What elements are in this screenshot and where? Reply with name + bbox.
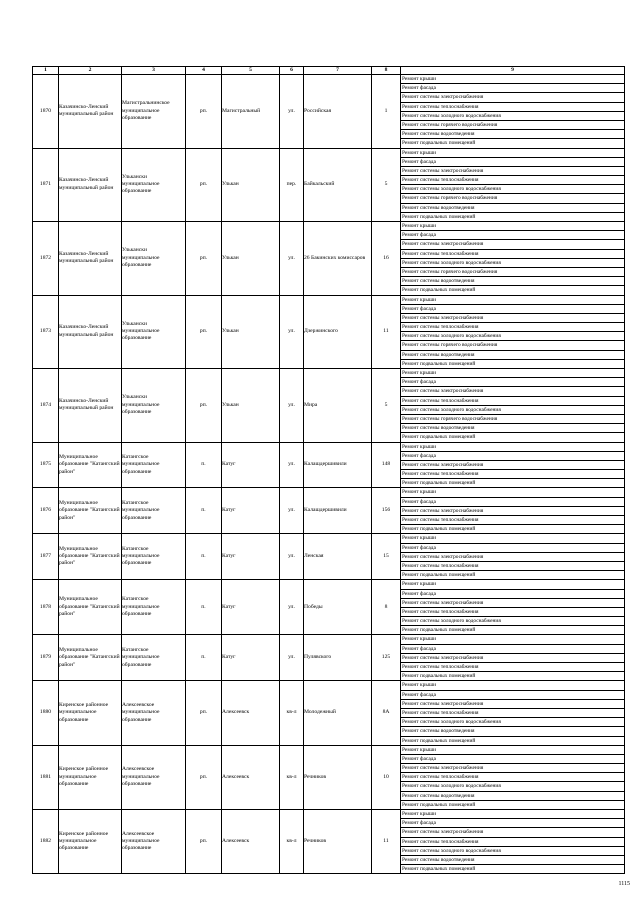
col-header: 8 <box>372 67 401 75</box>
street-name: Победы <box>304 580 372 635</box>
repair-work-item: Ремонт подвальных помещений <box>402 480 476 487</box>
repair-work-item: Ремонт системы холодного водоснабжения <box>401 259 624 268</box>
street-name: Ленская <box>304 534 372 580</box>
row-number: 1881 <box>33 745 59 809</box>
municipal-district: Муниципальное образование "Катангский район" <box>59 534 122 580</box>
house-number: 156 <box>372 488 401 534</box>
settlement-type: п. <box>186 442 222 488</box>
repair-work-item: Ремонт подвальных помещений <box>402 627 476 634</box>
street-name: Калашдершивили <box>304 488 372 534</box>
repair-work-item: Ремонт системы горячего водоснабжения <box>401 194 624 203</box>
repair-work-item: Ремонт фасада <box>401 231 624 240</box>
settlement-name: Магистральный <box>222 75 280 149</box>
repair-register-table <box>32 66 625 874</box>
settlement-type: рп. <box>186 681 222 745</box>
repair-work-item: Ремонт подвальных помещений <box>402 572 476 579</box>
municipal-formation: Катангское муниципальное образование <box>122 442 186 488</box>
col-header: 6 <box>280 67 304 75</box>
table-row <box>33 681 625 745</box>
table-row <box>33 534 625 580</box>
street-name: Речников <box>304 745 372 809</box>
street-type: ул. <box>280 75 304 149</box>
street-type: ул. <box>280 369 304 443</box>
repair-work-item: Ремонт системы электроснабжения <box>401 764 624 773</box>
repair-works-list <box>401 635 625 681</box>
street-name: Калашдершивили <box>304 442 372 488</box>
settlement-type: рп. <box>186 810 222 874</box>
repair-work-item: Ремонт системы водоотведения <box>401 856 624 865</box>
repair-work-item: Ремонт системы электроснабжения <box>401 828 624 837</box>
repair-work-item: Ремонт системы теплоснабжения <box>401 709 624 718</box>
repair-work-item: Ремонт системы теплоснабжения <box>401 250 624 259</box>
col-header: 9 <box>401 67 625 75</box>
municipal-formation: Катангское муниципальное образование <box>122 580 186 635</box>
repair-work-item: Ремонт системы электроснабжения <box>401 507 624 516</box>
repair-work-item: Ремонт системы теплоснабжения <box>401 397 624 406</box>
repair-work-item: Ремонт подвальных помещений <box>402 360 476 367</box>
settlement-type: п. <box>186 635 222 681</box>
repair-works-list <box>401 222 625 296</box>
row-number: 1882 <box>33 810 59 874</box>
street-type: пер. <box>280 148 304 222</box>
table-row <box>33 488 625 534</box>
municipal-formation: Алексеевское муниципальное образование <box>122 745 186 809</box>
repair-works-list <box>401 534 625 580</box>
municipal-formation: Алексеевское муниципальное образование <box>122 810 186 874</box>
street-type: кв-л <box>280 681 304 745</box>
house-number: 148 <box>372 442 401 488</box>
repair-work-item: Ремонт системы водоотведения <box>401 792 624 801</box>
repair-work-item: Ремонт системы электроснабжения <box>401 93 624 102</box>
municipal-district: Киренское районное муниципальное образование <box>59 810 122 874</box>
repair-works-list <box>401 442 625 488</box>
settlement-name: Катуг <box>222 488 280 534</box>
repair-work-item: Ремонт системы электроснабжения <box>401 461 624 470</box>
settlement-type: п. <box>186 580 222 635</box>
street-name: Пулявского <box>304 635 372 681</box>
repair-work-item: Ремонт крыши <box>401 443 624 452</box>
repair-work-item: Ремонт фасада <box>401 755 624 764</box>
repair-work-item: Ремонт фасада <box>401 691 624 700</box>
municipal-formation: Катангское муниципальное образование <box>122 635 186 681</box>
house-number: 15 <box>372 534 401 580</box>
settlement-type: п. <box>186 488 222 534</box>
settlement-type: рп. <box>186 745 222 809</box>
repair-work-item: Ремонт системы холодного водоснабжения <box>401 406 624 415</box>
repair-works-list <box>401 745 625 809</box>
table-row <box>33 580 625 635</box>
row-number: 1872 <box>33 222 59 296</box>
repair-work-item: Ремонт системы теплоснабжения <box>401 323 624 332</box>
street-name: Байкальский <box>304 148 372 222</box>
municipal-district: Казачинско-Ленский муниципальный район <box>59 295 122 369</box>
repair-work-item: Ремонт системы водоотведения <box>401 204 624 213</box>
municipal-formation: Улькански муниципальное образование <box>122 222 186 296</box>
repair-work-item: Ремонт фасада <box>401 84 624 93</box>
repair-work-item: Ремонт крыши <box>401 580 624 589</box>
repair-work-item: Ремонт фасада <box>401 544 624 553</box>
municipal-formation: Улькански муниципальное образование <box>122 148 186 222</box>
street-type: ул. <box>280 442 304 488</box>
page-number: 1115 <box>618 881 630 887</box>
house-number: 16 <box>372 222 401 296</box>
repair-works-list <box>401 148 625 222</box>
settlement-type: рп. <box>186 75 222 149</box>
street-type: ул. <box>280 295 304 369</box>
repair-work-item: Ремонт подвальных помещений <box>402 213 476 220</box>
repair-work-item: Ремонт фасада <box>401 452 624 461</box>
street-type: ул. <box>280 635 304 681</box>
settlement-name: Улькан <box>222 369 280 443</box>
repair-work-item: Ремонт системы электроснабжения <box>401 314 624 323</box>
house-number: 1 <box>372 75 401 149</box>
repair-work-item: Ремонт системы электроснабжения <box>401 654 624 663</box>
house-number: 5 <box>372 369 401 443</box>
street-type: ул. <box>280 222 304 296</box>
repair-work-item: Ремонт системы холодного водоснабжения <box>401 112 624 121</box>
repair-work-item: Ремонт системы электроснабжения <box>401 387 624 396</box>
repair-work-item: Ремонт системы электроснабжения <box>401 240 624 249</box>
repair-work-item: Ремонт системы холодного водоснабжения <box>401 718 624 727</box>
repair-work-item: Ремонт подвальных помещений <box>402 140 476 147</box>
municipal-formation: Катангское муниципальное образование <box>122 534 186 580</box>
street-name: Дзержинского <box>304 295 372 369</box>
street-name: Мира <box>304 369 372 443</box>
table-row <box>33 442 625 488</box>
repair-work-item: Ремонт системы теплоснабжения <box>401 176 624 185</box>
repair-works-list <box>401 810 625 874</box>
house-number: 11 <box>372 295 401 369</box>
repair-work-item: Ремонт подвальных помещений <box>402 737 476 744</box>
municipal-formation: Магистральнинское муниципальное образование <box>122 75 186 149</box>
repair-work-item: Ремонт подвальных помещений <box>402 434 476 441</box>
settlement-name: Катуг <box>222 534 280 580</box>
house-number: 11 <box>372 810 401 874</box>
repair-work-item: Ремонт системы теплоснабжения <box>401 562 624 571</box>
street-name: Российская <box>304 75 372 149</box>
repair-work-item: Ремонт системы водоотведения <box>401 727 624 736</box>
repair-work-item: Ремонт крыши <box>401 746 624 755</box>
repair-work-item: Ремонт фасада <box>401 498 624 507</box>
table-row <box>33 222 625 296</box>
table-row <box>33 745 625 809</box>
house-number: 8А <box>372 681 401 745</box>
settlement-type: рп. <box>186 369 222 443</box>
street-name: 26 Бакинских комиссаров <box>304 222 372 296</box>
repair-work-item: Ремонт системы электроснабжения <box>401 167 624 176</box>
row-number: 1877 <box>33 534 59 580</box>
municipal-district: Казачинско-Ленский муниципальный район <box>59 222 122 296</box>
row-number: 1871 <box>33 148 59 222</box>
repair-work-item: Ремонт фасада <box>401 590 624 599</box>
settlement-type: п. <box>186 534 222 580</box>
row-number: 1873 <box>33 295 59 369</box>
repair-work-item: Ремонт системы холодного водоснабжения <box>401 332 624 341</box>
municipal-district: Муниципальное образование "Катангский район" <box>59 635 122 681</box>
municipal-formation: Улькански муниципальное образование <box>122 369 186 443</box>
repair-work-item: Ремонт системы горячего водоснабжения <box>401 121 624 130</box>
repair-work-item: Ремонт подвальных помещений <box>402 287 476 294</box>
house-number: 125 <box>372 635 401 681</box>
row-number: 1875 <box>33 442 59 488</box>
settlement-type: рп. <box>186 148 222 222</box>
settlement-name: Катуг <box>222 442 280 488</box>
house-number: 5 <box>372 148 401 222</box>
house-number: 10 <box>372 745 401 809</box>
repair-works-list <box>401 369 625 443</box>
repair-work-item: Ремонт системы холодного водоснабжения <box>401 617 624 626</box>
repair-work-item: Ремонт системы теплоснабжения <box>401 470 624 479</box>
municipal-district: Киренское районное муниципальное образование <box>59 681 122 745</box>
repair-work-item: Ремонт фасада <box>401 378 624 387</box>
repair-work-item: Ремонт подвальных помещений <box>402 866 476 873</box>
repair-works-list <box>401 295 625 369</box>
repair-work-item: Ремонт крыши <box>401 810 624 819</box>
repair-work-item: Ремонт крыши <box>401 149 624 158</box>
row-number: 1878 <box>33 580 59 635</box>
repair-work-item: Ремонт крыши <box>401 369 624 378</box>
repair-work-item: Ремонт системы холодного водоснабжения <box>401 847 624 856</box>
repair-work-item: Ремонт системы холодного водоснабжения <box>401 185 624 194</box>
repair-work-item: Ремонт крыши <box>401 635 624 644</box>
repair-works-list <box>401 488 625 534</box>
repair-work-item: Ремонт системы водоотведения <box>401 130 624 139</box>
row-number: 1879 <box>33 635 59 681</box>
repair-work-item: Ремонт системы теплоснабжения <box>401 103 624 112</box>
settlement-name: Улькан <box>222 148 280 222</box>
municipal-formation: Улькански муниципальное образование <box>122 295 186 369</box>
repair-work-item: Ремонт системы теплоснабжения <box>401 663 624 672</box>
municipal-district: Казачинско-Ленский муниципальный район <box>59 148 122 222</box>
municipal-formation: Катангское муниципальное образование <box>122 488 186 534</box>
row-number: 1874 <box>33 369 59 443</box>
col-header: 1 <box>33 67 59 75</box>
header-row <box>33 67 625 75</box>
table-row <box>33 75 625 149</box>
street-type: ул. <box>280 534 304 580</box>
repair-work-item: Ремонт крыши <box>401 75 624 84</box>
settlement-name: Улькан <box>222 222 280 296</box>
municipal-district: Муниципальное образование "Катангский район" <box>59 442 122 488</box>
street-type: кв-л <box>280 810 304 874</box>
settlement-name: Катуг <box>222 580 280 635</box>
repair-work-item: Ремонт системы водоотведения <box>401 351 624 360</box>
repair-works-list <box>401 580 625 635</box>
repair-work-item: Ремонт подвальных помещений <box>402 673 476 680</box>
repair-work-item: Ремонт фасада <box>401 819 624 828</box>
repair-work-item: Ремонт системы теплоснабжения <box>401 773 624 782</box>
settlement-name: Алексеевск <box>222 681 280 745</box>
col-header: 4 <box>186 67 222 75</box>
repair-work-item: Ремонт системы горячего водоснабжения <box>401 341 624 350</box>
municipal-district: Киренское районное муниципальное образование <box>59 745 122 809</box>
repair-work-item: Ремонт системы холодного водоснабжения <box>401 782 624 791</box>
repair-work-item: Ремонт системы теплоснабжения <box>401 516 624 525</box>
street-type: ул. <box>280 580 304 635</box>
municipal-district: Муниципальное образование "Катангский район" <box>59 580 122 635</box>
street-type: кв-л <box>280 745 304 809</box>
repair-work-item: Ремонт системы электроснабжения <box>401 599 624 608</box>
repair-work-item: Ремонт крыши <box>401 222 624 231</box>
repair-work-item: Ремонт системы горячего водоснабжения <box>401 415 624 424</box>
repair-work-item: Ремонт системы теплоснабжения <box>401 838 624 847</box>
street-name: Молодежный <box>304 681 372 745</box>
repair-work-item: Ремонт системы теплоснабжения <box>401 608 624 617</box>
settlement-name: Алексеевск <box>222 810 280 874</box>
row-number: 1870 <box>33 75 59 149</box>
street-type: ул. <box>280 488 304 534</box>
repair-work-item: Ремонт крыши <box>401 681 624 690</box>
table-row <box>33 295 625 369</box>
table-row <box>33 148 625 222</box>
repair-works-list <box>401 681 625 745</box>
street-name: Речников <box>304 810 372 874</box>
row-number: 1876 <box>33 488 59 534</box>
col-header: 5 <box>222 67 280 75</box>
municipal-district: Казачинско-Ленский муниципальный район <box>59 369 122 443</box>
repair-work-item: Ремонт системы горячего водоснабжения <box>401 268 624 277</box>
table-row <box>33 810 625 874</box>
municipal-formation: Алексеевское муниципальное образование <box>122 681 186 745</box>
repair-work-item: Ремонт фасада <box>401 645 624 654</box>
municipal-district: Казачинско-Ленский муниципальный район <box>59 75 122 149</box>
repair-work-item: Ремонт подвальных помещений <box>402 801 476 808</box>
repair-work-item: Ремонт крыши <box>401 296 624 305</box>
repair-work-item: Ремонт системы водоотведения <box>401 424 624 433</box>
municipal-district: Муниципальное образование "Катангский район" <box>59 488 122 534</box>
col-header: 3 <box>122 67 186 75</box>
repair-works-list <box>401 75 625 149</box>
settlement-type: рп. <box>186 295 222 369</box>
table-body <box>33 75 625 874</box>
settlement-name: Катуг <box>222 635 280 681</box>
repair-work-item: Ремонт крыши <box>401 488 624 497</box>
settlement-type: рп. <box>186 222 222 296</box>
col-header: 7 <box>304 67 372 75</box>
row-number: 1880 <box>33 681 59 745</box>
repair-work-item: Ремонт системы электроснабжения <box>401 553 624 562</box>
house-number: 8 <box>372 580 401 635</box>
settlement-name: Улькан <box>222 295 280 369</box>
col-header: 2 <box>59 67 122 75</box>
table-row <box>33 369 625 443</box>
repair-work-item: Ремонт системы водоотведения <box>401 277 624 286</box>
repair-work-item: Ремонт подвальных помещений <box>402 526 476 533</box>
table-row <box>33 635 625 681</box>
repair-work-item: Ремонт фасада <box>401 158 624 167</box>
repair-work-item: Ремонт крыши <box>401 534 624 543</box>
repair-work-item: Ремонт фасада <box>401 305 624 314</box>
settlement-name: Алексеевск <box>222 745 280 809</box>
repair-work-item: Ремонт системы электроснабжения <box>401 700 624 709</box>
